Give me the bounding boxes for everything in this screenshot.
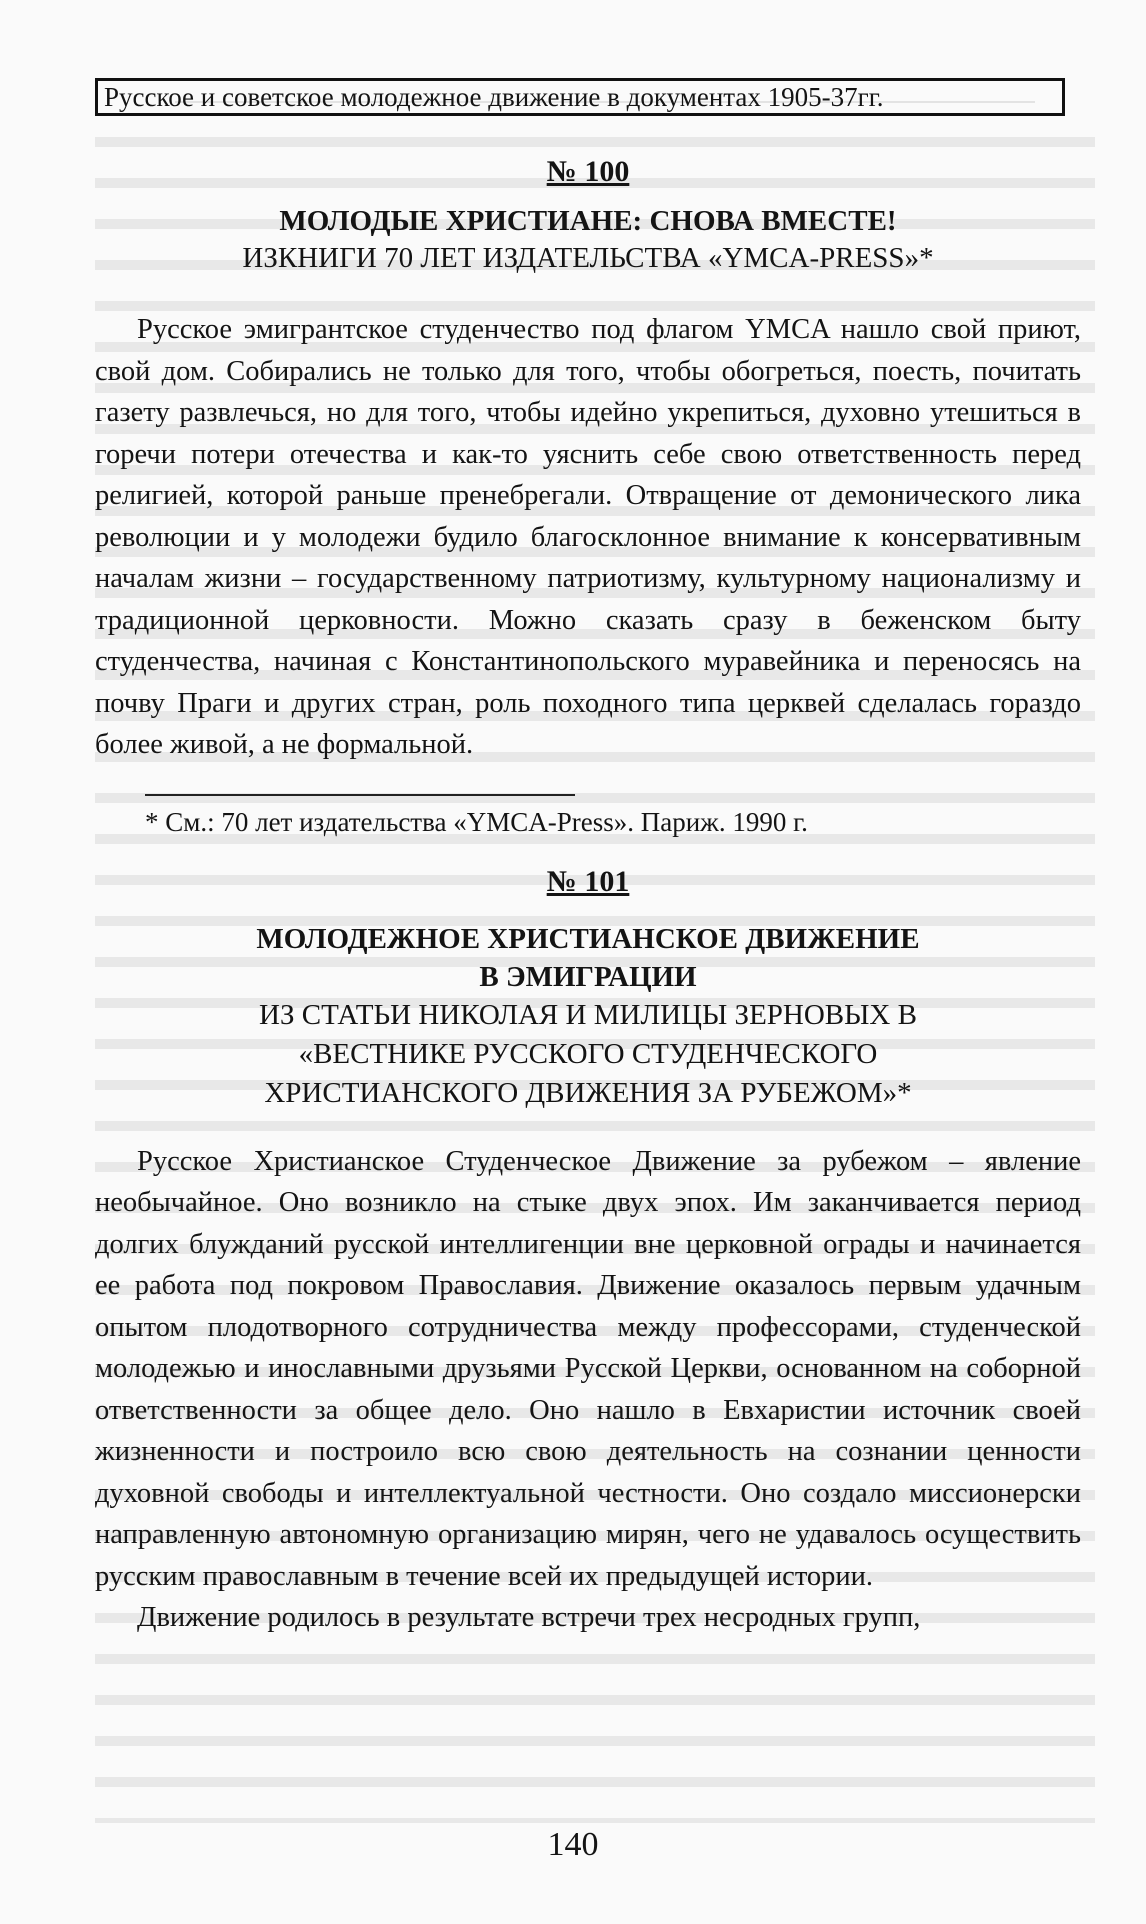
document-number: № 100 [546,155,630,188]
document-number: № 101 [546,864,630,898]
body-paragraph: Движение родилось в результате встречи трех несродных групп, [137,1602,921,1633]
subtitle-line: ХРИСТИАНСКОГО ДВИЖЕНИЯ ЗА РУБЕЖОМ»* [264,1076,912,1109]
running-header [95,78,1065,116]
subtitle-line: «ВЕСТНИКЕ РУССКОГО СТУДЕНЧЕСКОГО [298,1037,878,1070]
page-number: 140 [547,1826,599,1863]
document-section-101 [95,862,1081,1639]
document-subtitle [95,996,1081,1113]
document-subtitle: ИЗКНИГИ 70 ЛЕТ ИЗДАТЕЛЬСТВА «YMCA-PRESS»* [242,242,934,274]
body-paragraph: Русское эмигрантское студенчество под флагом YMCA нашло свой приют, свой дом. Собирались не только для того, чтобы обогреться, поесть, почитать газету развлечься, но для того, чтобы идейно укрепиться, духовно утешиться в горечи потери отечества и как-то уяснить себе свою ответственность перед религией, которой раньше пренебрегали. Отвращение от демонического лика революции и у молодежи будило благосклонное внимание к консервативным началам жизни – государственному патриотизму, культурному национализму и традиционной церковности. Можно сказать сразу в беженском быту студенчества, начиная с Константинопольского муравейника и переносясь на почву Праги и других стран, роль походного типа церквей сделалась гораздо более живой, а не формальной. [95,314,1081,760]
footnote-divider [145,794,575,796]
main-content [95,152,1081,1639]
title-line: МОЛОДЕЖНОЕ ХРИСТИАНСКОЕ ДВИЖЕНИЕ [256,922,920,955]
running-title: Русское и советское молодежное движение в документах 1905-37гг. [104,82,884,112]
document-title: МОЛОДЫЕ ХРИСТИАНЕ: СНОВА ВМЕСТЕ! [279,205,897,237]
title-line: В ЭМИГРАЦИИ [479,960,697,993]
document-section-100 [95,152,1081,840]
footnote: * См.: 70 лет издательства «YMCA-Press». Париж. 1990 г. [145,806,808,837]
body-paragraph: Русское Христианское Студенческое Движение за рубежом – явление необычайное. Оно возникло на стыке двух эпох. Им заканчивается период долгих блужданий русской интеллигенции вне церковной ограды и начинается ее работа под покровом Православия. Движение оказалось первым удачным опытом плодотворного сотрудничества между профессорами, студенческой молодежью и инославными друзьями Русской Церкви, основанном на соборной ответственности за общее дело. Оно нашло в Евхаристии источник своей жизненности и построило всю свою деятельность на сознании ценности духовной свободы и интеллектуальной честности. Оно создало миссионерски направленную автономную организацию мирян, чего не удавалось осуществить русским православным в течение всей их предыдущей истории. [95,1145,1081,1592]
document-title [95,920,1081,996]
subtitle-line: ИЗ СТАТЬИ НИКОЛАЯ И МИЛИЦЫ ЗЕРНОВЫХ В [259,998,917,1031]
